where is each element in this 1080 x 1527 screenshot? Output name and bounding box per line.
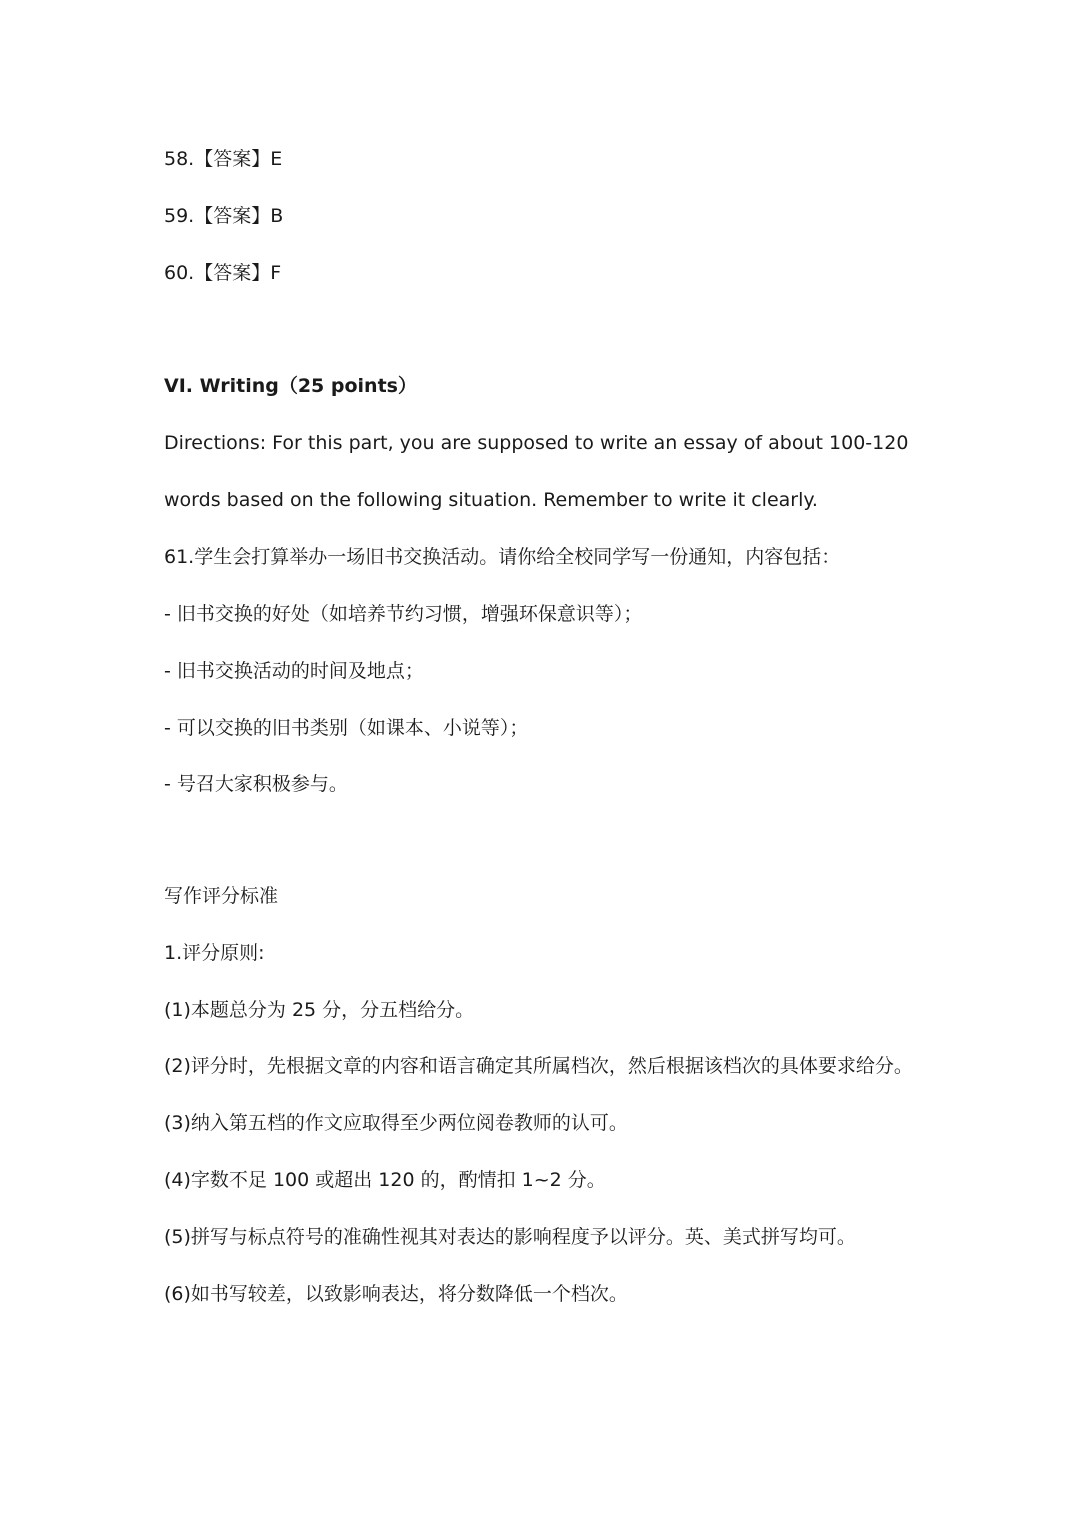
scoring-title: 写作评分标准	[164, 885, 279, 907]
scoring-rule-4: (4)字数不足 100 或超出 120 的，酌情扣 1~2 分。	[164, 1169, 606, 1191]
scoring-principles-heading: 1.评分原则:	[164, 942, 265, 964]
scoring-rule-2: (2)评分时，先根据文章的内容和语言确定其所属档次，然后根据该档次的具体要求给分。	[164, 1055, 913, 1077]
writing-prompt: 61.学生会打算举办一场旧书交换活动。请你给全校同学写一份通知，内容包括：	[164, 546, 841, 568]
scoring-rule-6: (6)如书写较差，以致影响表达，将分数降低一个档次。	[164, 1283, 628, 1305]
scoring-rule-5: (5)拼写与标点符号的准确性视其对表达的影响程度予以评分。英、美式拼写均可。	[164, 1226, 856, 1248]
scoring-rule-1: (1)本题总分为 25 分，分五档给分。	[164, 999, 475, 1021]
prompt-point-1: - 旧书交换的好处（如培养节约习惯，增强环保意识等）；	[164, 603, 643, 625]
answer-59: 59.【答案】B	[164, 205, 284, 227]
answer-58: 58.【答案】E	[164, 148, 283, 170]
answer-60: 60.【答案】F	[164, 262, 282, 284]
prompt-point-2: - 旧书交换活动的时间及地点；	[164, 660, 424, 682]
prompt-point-3: - 可以交换的旧书类别（如课本、小说等）；	[164, 717, 529, 739]
directions-line-1: Directions: For this part, you are supposed to write an essay of about 100-120	[164, 432, 909, 454]
writing-heading: VI. Writing（25 points）	[164, 375, 417, 397]
prompt-point-4: - 号召大家积极参与。	[164, 773, 348, 795]
directions-line-2: words based on the following situation. Remember to write it clearly.	[164, 489, 818, 511]
scoring-rule-3: (3)纳入第五档的作文应取得至少两位阅卷教师的认可。	[164, 1112, 628, 1134]
